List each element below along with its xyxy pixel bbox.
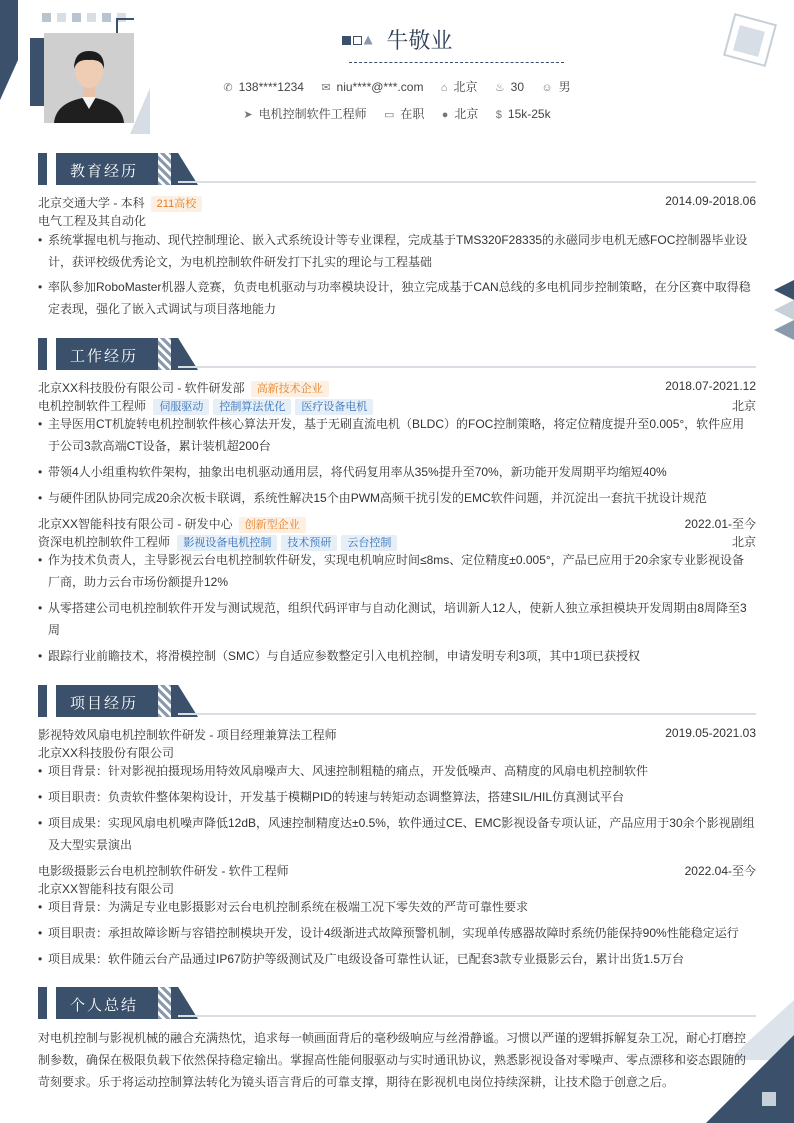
project-row xyxy=(38,726,756,743)
age: 30 xyxy=(510,80,525,94)
project-name: 影视特效风扇电机控制软件研发 - 项目经理兼算法工程师 xyxy=(38,728,337,742)
section-header-project xyxy=(38,685,756,717)
candidate-name: 牛敬业 xyxy=(386,29,453,54)
send-icon: ➤ xyxy=(243,109,253,121)
work-bullet: • 与硬件团队协同完成20余次板卡联调，系统性解决15个由PWM高频干扰引发的EMC软件问题，并沉淀出一套抗干扰设计规范 xyxy=(38,487,756,509)
project-bullet: • 项目背景：为满足专业电影摄影对云台电机控制系统在极端工况下零失效的严苛可靠性要求 xyxy=(38,896,756,918)
name-underline xyxy=(349,62,564,63)
skill-tag: 控制算法优化 xyxy=(213,399,291,415)
gender: 男 xyxy=(558,80,571,94)
work-bullet: • 从零搭建公司电机控制软件开发与测试规范，组织代码评审与自动化测试，培训新人12人，使新人独立承担模块开发周期由8周降至3周 xyxy=(38,597,756,641)
intent-row xyxy=(0,105,794,122)
work-city: 北京 xyxy=(731,535,756,549)
status: 在职 xyxy=(400,107,425,121)
work-bullet: • 跟踪行业前瞻技术，将滑模控制（SMC）与自适应参数整定引入电机控制，申请发明专利3项，其中1项已获授权 xyxy=(38,645,756,667)
education-bullet: • 率队参加RoboMaster机器人竞赛，负责电机驱动与功率模块设计，独立完成基于CAN总线的多电机同步控制策略，在分区赛中取得稳定表现，强化了嵌入式调试与项目落地能力 xyxy=(38,276,756,320)
name-marks xyxy=(342,33,375,47)
skill-tag: 影视设备电机控制 xyxy=(177,535,277,551)
work-bullet: • 主导医用CT机旋转电机控制软件核心算法开发，基于无刷直流电机（BLDC）的FOC控制策略，将定位精度提升至0.005°，软件应用于公司3款高端CT设备，累计装机超200台 xyxy=(38,413,756,457)
phone: 138****1234 xyxy=(238,80,304,94)
email-icon: ✉ xyxy=(321,82,331,94)
education-row xyxy=(38,194,756,212)
project-period: 2019.05-2021.03 xyxy=(665,726,756,740)
briefcase-icon: ▭ xyxy=(383,109,395,121)
project-row xyxy=(38,862,756,879)
project-bullet: • 项目成果：软件随云台产品通过IP67防护等级测试及广电级设备可靠性认证，已配套3款专业摄影云台，累计出货1.5万台 xyxy=(38,948,756,970)
section-title: 个人总结 xyxy=(70,996,139,1014)
work-period: 2018.07-2021.12 xyxy=(665,379,756,393)
location-item xyxy=(442,105,479,122)
work-bullet: • 带领4人小组重构软件架构，抽象出电机驱动通用层，将代码复用率从35%提升至70%，新功能开发周期平均缩短40% xyxy=(38,461,756,483)
project-bullet: • 项目背景：针对影视拍摄现场用特效风扇噪声大、风速控制粗糙的痛点，开发低噪声、高精度的风扇电机控制软件 xyxy=(38,760,756,782)
section-header-education xyxy=(38,153,756,185)
position: 电机控制软件工程师 xyxy=(258,107,367,121)
location: 北京 xyxy=(454,107,479,121)
skill-tag: 技术预研 xyxy=(281,535,337,551)
status-item xyxy=(384,105,424,122)
city-item xyxy=(441,78,478,95)
company: 北京XX科技股份有限公司 - 软件研发部 xyxy=(38,381,245,395)
section-title: 工作经历 xyxy=(70,347,139,365)
project-period: 2022.04-至今 xyxy=(684,864,756,878)
salary-item xyxy=(496,107,551,121)
skill-tag: 伺服驱动 xyxy=(153,399,209,415)
project-bullet: • 项目职责：负责软件整体架构设计，开发基于模糊PID的转速与转矩动态调整算法，搭建SIL/HIL仿真测试平台 xyxy=(38,786,756,808)
age-item xyxy=(495,80,524,94)
position-item xyxy=(243,105,366,122)
school-tag: 211高校 xyxy=(151,196,203,212)
name-row xyxy=(0,24,794,55)
smile-icon: ☺ xyxy=(541,82,553,94)
skill-tag: 医疗设备电机 xyxy=(295,399,373,415)
company: 北京XX智能科技有限公司 - 研发中心 xyxy=(38,517,233,531)
work-city: 北京 xyxy=(731,399,756,413)
home-icon: ⌂ xyxy=(440,82,448,94)
education-major: 电气工程及其自动化 xyxy=(38,214,147,228)
project-company: 北京XX智能科技有限公司 xyxy=(38,882,175,896)
role: 资深电机控制软件工程师 xyxy=(38,535,171,549)
location-pin-icon: ● xyxy=(441,109,449,121)
education-bullet: • 系统掌握电机与拖动、现代控制理论、嵌入式系统设计等专业课程，完成基于TMS320F28335的永磁同步电机无感FOC控制器毕业设计，获评校级优秀论文，为电机控制软件研发打下扎实的理论与工程基础 xyxy=(38,229,756,273)
email-item xyxy=(321,80,423,94)
city: 北京 xyxy=(453,80,478,94)
money-icon: $ xyxy=(495,109,502,121)
company-tag: 高新技术企业 xyxy=(251,381,329,397)
decor-right-triangle xyxy=(774,300,794,320)
project-name: 电影级摄影云台电机控制软件研发 - 软件工程师 xyxy=(38,864,289,878)
gender-item xyxy=(541,78,570,95)
project-bullet: • 项目成果：实现风扇电机噪声降低12dB，风速控制精度达±0.5%，软件通过CE、EMC影视设备专项认证，产品应用于30余个影视剧组及大型实景演出 xyxy=(38,812,756,856)
work-bullet: • 作为技术负责人，主导影视云台电机控制软件研发，实现电机响应时间≤8ms、定位精度±0.005°，产品已应用于20余家专业影视设备厂商，助力云台市场份额提升12% xyxy=(38,549,756,593)
school: 北京交通大学 - 本科 xyxy=(38,196,145,210)
section-header-summary xyxy=(38,987,756,1019)
decor-right-triangle xyxy=(774,280,794,300)
contact-row xyxy=(0,78,794,95)
education-period: 2014.09-2018.06 xyxy=(665,194,756,208)
decor-right-triangle xyxy=(774,320,794,340)
phone-item xyxy=(223,80,304,94)
summary-text: 对电机控制与影视机械的融合充满热忱，追求每一帧画面背后的毫秒级响应与丝滑静谧。习惯以严谨的逻辑拆解复杂工况，耐心打磨控制参数，确保在极限负载下依然保持稳定输出。掌握高性能伺服驱动与实时通讯协议，熟悉影视设备对零噪声、零点漂移和姿态跟随的苛刻要求。乐于将运动控制算法转化为镜头语言背后的可靠支撑，期待在影视机电岗位持续深耕，让技术隐于创意之后。 xyxy=(38,1031,747,1089)
project-bullet: • 项目职责：承担故障诊断与容错控制模块开发，设计4级渐进式故障预警机制，实现单传感器故障时系统仍能保持90%性能稳定运行 xyxy=(38,922,756,944)
decor-squares xyxy=(42,13,126,22)
decor-corner-square xyxy=(762,1092,776,1106)
email: niu****@***.com xyxy=(336,80,424,94)
section-header-work xyxy=(38,338,756,370)
section-title: 项目经历 xyxy=(70,694,139,712)
role: 电机控制软件工程师 xyxy=(38,399,147,413)
work-company-row xyxy=(38,515,756,533)
work-period: 2022.01-至今 xyxy=(684,517,756,531)
project-company: 北京XX科技股份有限公司 xyxy=(38,746,175,760)
work-company-row xyxy=(38,379,756,397)
section-title: 教育经历 xyxy=(70,162,139,180)
skill-tag: 云台控制 xyxy=(341,535,397,551)
salary: 15k-25k xyxy=(507,107,551,121)
phone-icon: ✆ xyxy=(223,82,233,94)
cake-icon: ♨ xyxy=(494,82,505,94)
company-tag: 创新型企业 xyxy=(239,517,306,533)
